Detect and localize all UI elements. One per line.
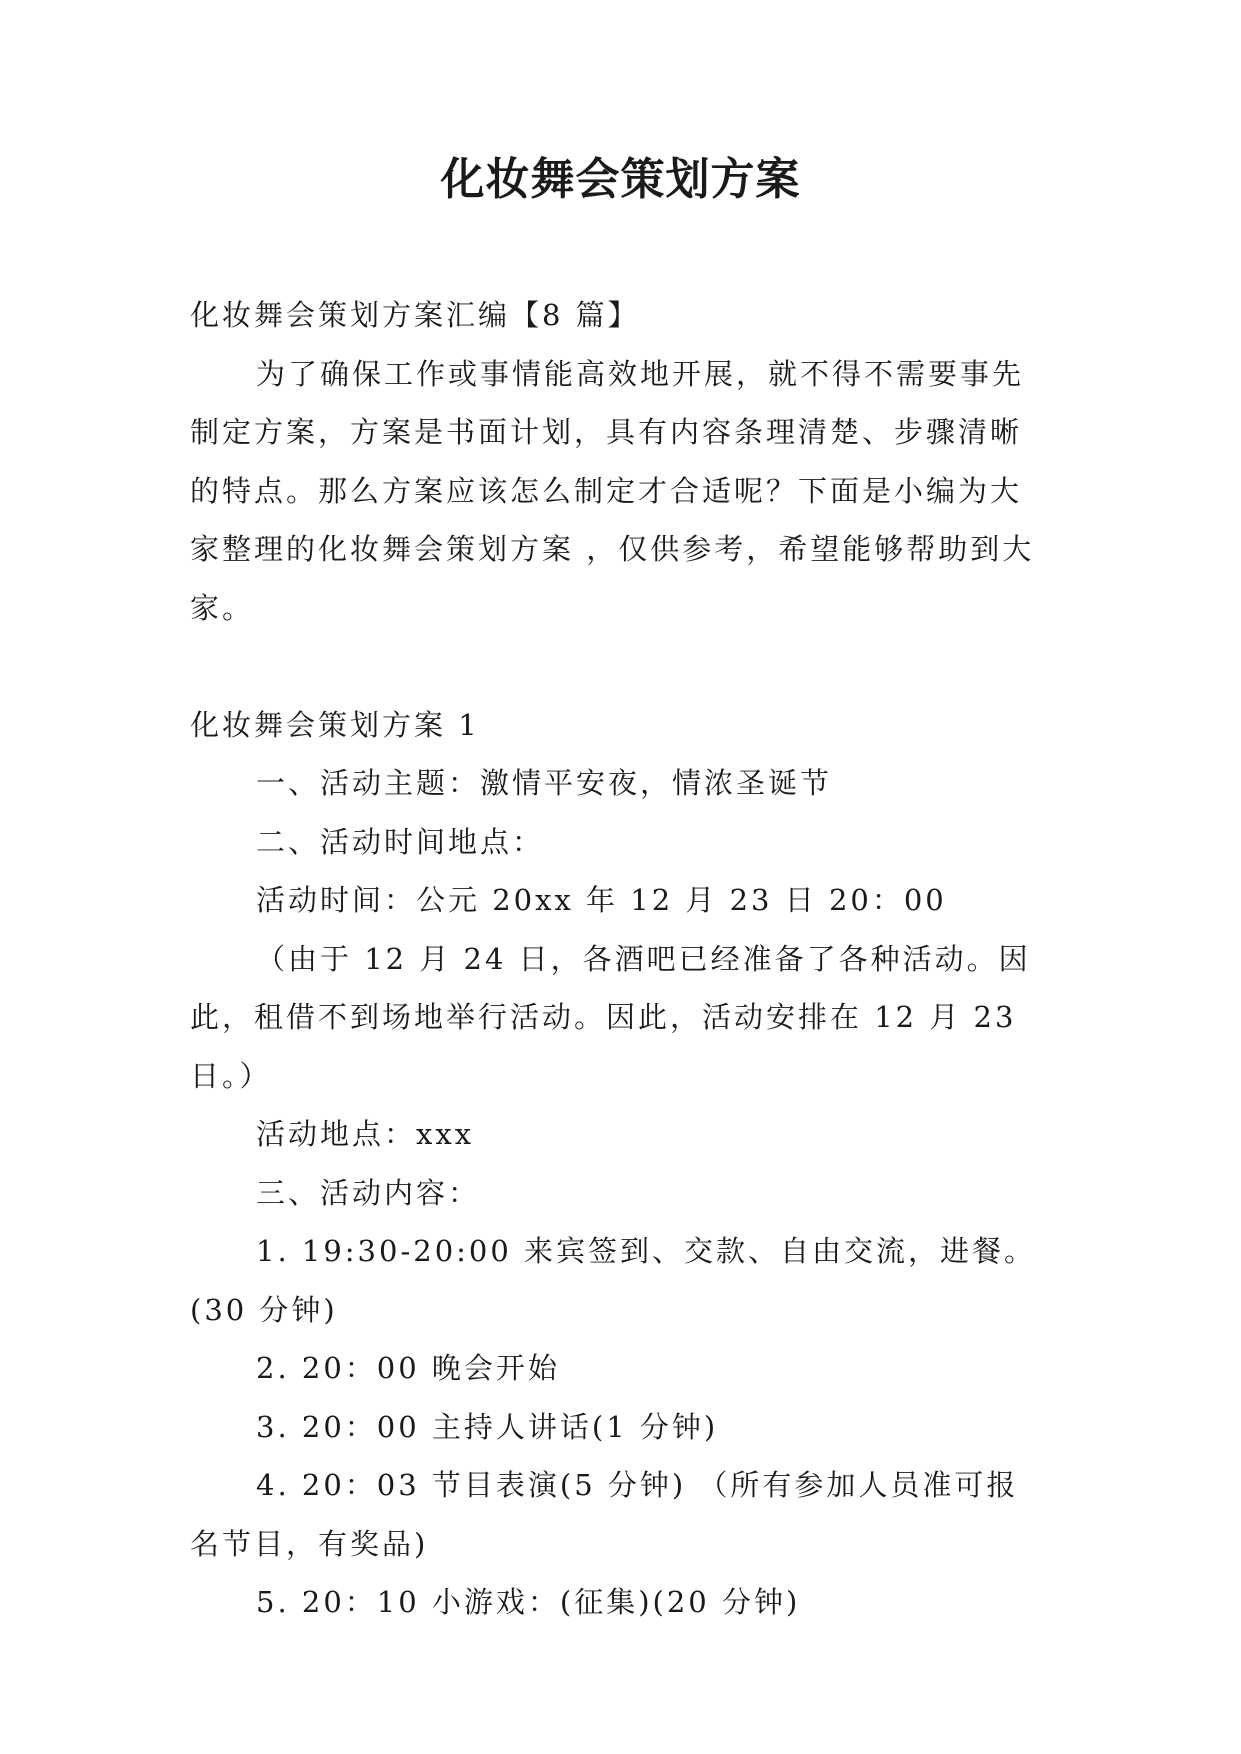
schedule-item-3: 3. 20：00 主持人讲话(1 分钟) [256,1409,719,1444]
intro-paragraph: 为了确保工作或事情能高效地开展，就不得不需要事先制定方案，方案是书面计划，具有内容条理清楚、步骤清晰的特点。那么方案应该怎么制定才合适呢？下面是小编为大家整理的化妆舞会策划方案 ，仅供参考，希望能够帮助到大家。 [190,356,1035,625]
schedule-item-1: 1. 19:30-20:00 来宾签到、交款、自由交流，进餐。(30 分钟) [190,1234,1037,1327]
activity-theme: 一、活动主题：激情平安夜，情浓圣诞节 [256,766,833,800]
document-body [190,286,1050,1632]
date-note: （由于 12 月 24 日，各酒吧已经准备了各种活动。因此，租借不到场地举行活动。因此，活动安排在 12 月 23 日。） [190,941,1031,1093]
schedule-item-2: 2. 20：00 晚会开始 [256,1351,560,1385]
document-title: 化妆舞会策划方案 [440,154,801,205]
activity-time: 活动时间：公元 20xx 年 12 月 23 日 20：00 [256,883,947,917]
content-heading: 三、活动内容： [256,1175,481,1210]
schedule-item-4: 4. 20：03 节目表演(5 分钟) （所有参加人员准可报名节目，有奖品) [190,1468,1019,1561]
schedule-item-5: 5. 20：10 小游戏：(征集)(20 分钟) [256,1585,801,1619]
activity-location: 活动地点：xxx [256,1117,475,1151]
section-heading: 化妆舞会策划方案 1 [190,707,480,742]
collection-heading: 化妆舞会策划方案汇编【8 篇】 [190,298,640,332]
time-location-heading: 二、活动时间地点： [256,824,545,859]
